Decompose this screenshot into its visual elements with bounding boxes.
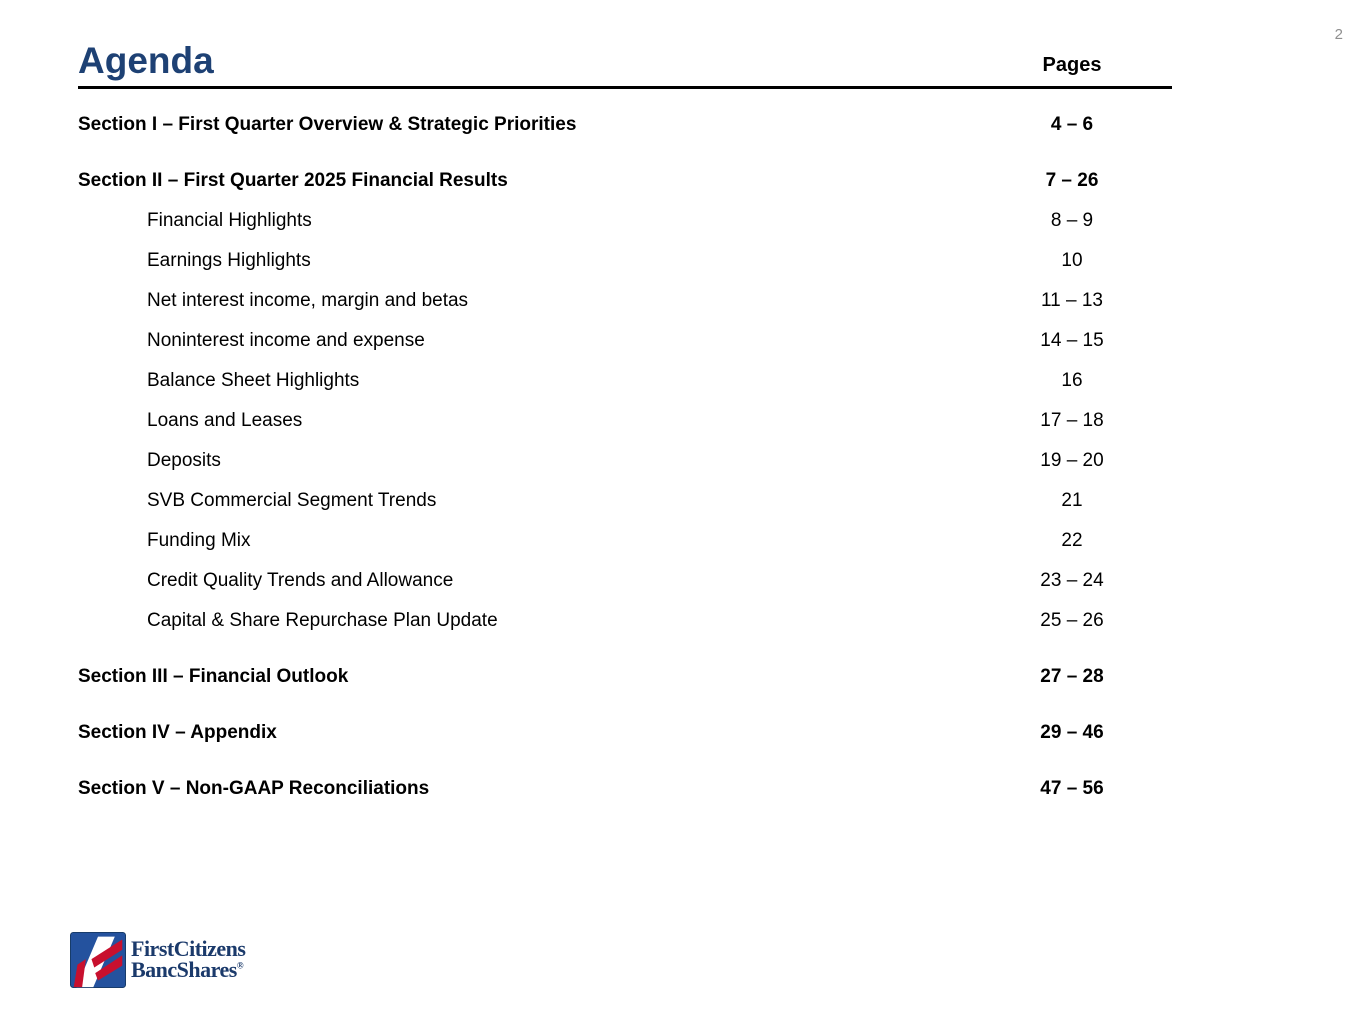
agenda-item-pages: 25 – 26 xyxy=(1040,610,1104,631)
agenda-item-label: Noninterest income and expense xyxy=(147,330,425,351)
agenda-row xyxy=(78,401,1172,441)
page-title: Agenda xyxy=(78,40,214,81)
agenda-item-pages: 47 – 56 xyxy=(1040,778,1104,799)
agenda-item-pages: 8 – 9 xyxy=(1050,210,1094,231)
agenda-item-label: Loans and Leases xyxy=(147,410,303,431)
agenda-item-label: Section III – Financial Outlook xyxy=(78,666,349,687)
agenda-item-pages: 7 – 26 xyxy=(1045,170,1099,191)
agenda-row xyxy=(78,481,1172,521)
agenda-row xyxy=(78,201,1172,241)
agenda-row xyxy=(78,561,1172,601)
agenda-row xyxy=(78,521,1172,561)
agenda-row xyxy=(78,241,1172,281)
agenda-row xyxy=(78,161,1172,201)
agenda-item-pages: 21 xyxy=(1061,490,1083,511)
agenda-item-label: Funding Mix xyxy=(147,530,251,551)
agenda-row xyxy=(78,105,1172,145)
agenda-item-pages: 22 xyxy=(1061,530,1083,551)
logo-bancshares-text: BancShares xyxy=(131,957,237,982)
agenda-item-label: Capital & Share Repurchase Plan Update xyxy=(147,610,498,631)
logo-line-bancshares xyxy=(131,957,245,982)
agenda-item-pages: 23 – 24 xyxy=(1040,570,1104,591)
pages-column-header: Pages xyxy=(1042,54,1102,76)
agenda-row xyxy=(78,321,1172,361)
registered-trademark-symbol: ® xyxy=(236,960,244,971)
agenda-content xyxy=(78,42,1172,809)
agenda-item-pages: 10 xyxy=(1061,250,1083,271)
agenda-row xyxy=(78,657,1172,697)
agenda-item-pages: 27 – 28 xyxy=(1040,666,1104,687)
agenda-list xyxy=(78,105,1172,809)
agenda-item-label: Deposits xyxy=(147,450,221,471)
agenda-row xyxy=(78,769,1172,809)
agenda-row xyxy=(78,601,1172,641)
agenda-item-pages: 17 – 18 xyxy=(1040,410,1104,431)
first-citizens-logo-icon xyxy=(70,932,126,988)
company-logo xyxy=(70,932,245,988)
agenda-item-label: SVB Commercial Segment Trends xyxy=(147,490,437,511)
agenda-item-pages: 19 – 20 xyxy=(1040,450,1104,471)
agenda-item-pages: 4 – 6 xyxy=(1050,114,1094,135)
agenda-row xyxy=(78,713,1172,753)
slide-page-number: 2 xyxy=(1334,26,1343,43)
agenda-item-label: Section IV – Appendix xyxy=(78,722,277,743)
agenda-item-pages: 29 – 46 xyxy=(1040,722,1104,743)
agenda-row xyxy=(78,281,1172,321)
agenda-item-label: Section II – First Quarter 2025 Financial Results xyxy=(78,170,508,191)
agenda-item-label: Balance Sheet Highlights xyxy=(147,370,360,391)
agenda-item-label: Financial Highlights xyxy=(147,210,312,231)
logo-line-first-citizens: FirstCitizens xyxy=(131,936,246,962)
logo-wordmark xyxy=(131,936,246,982)
agenda-header xyxy=(78,42,1172,89)
agenda-item-pages: 11 – 13 xyxy=(1041,290,1103,311)
agenda-item-label: Section I – First Quarter Overview & Strategic Priorities xyxy=(78,114,577,135)
agenda-item-pages: 14 – 15 xyxy=(1040,330,1104,351)
agenda-item-label: Net interest income, margin and betas xyxy=(147,290,469,311)
agenda-item-label: Earnings Highlights xyxy=(147,250,311,271)
agenda-row xyxy=(78,441,1172,481)
agenda-item-label: Section V – Non-GAAP Reconciliations xyxy=(78,778,430,799)
agenda-row xyxy=(78,361,1172,401)
agenda-item-label: Credit Quality Trends and Allowance xyxy=(147,570,454,591)
agenda-item-pages: 16 xyxy=(1061,370,1083,391)
